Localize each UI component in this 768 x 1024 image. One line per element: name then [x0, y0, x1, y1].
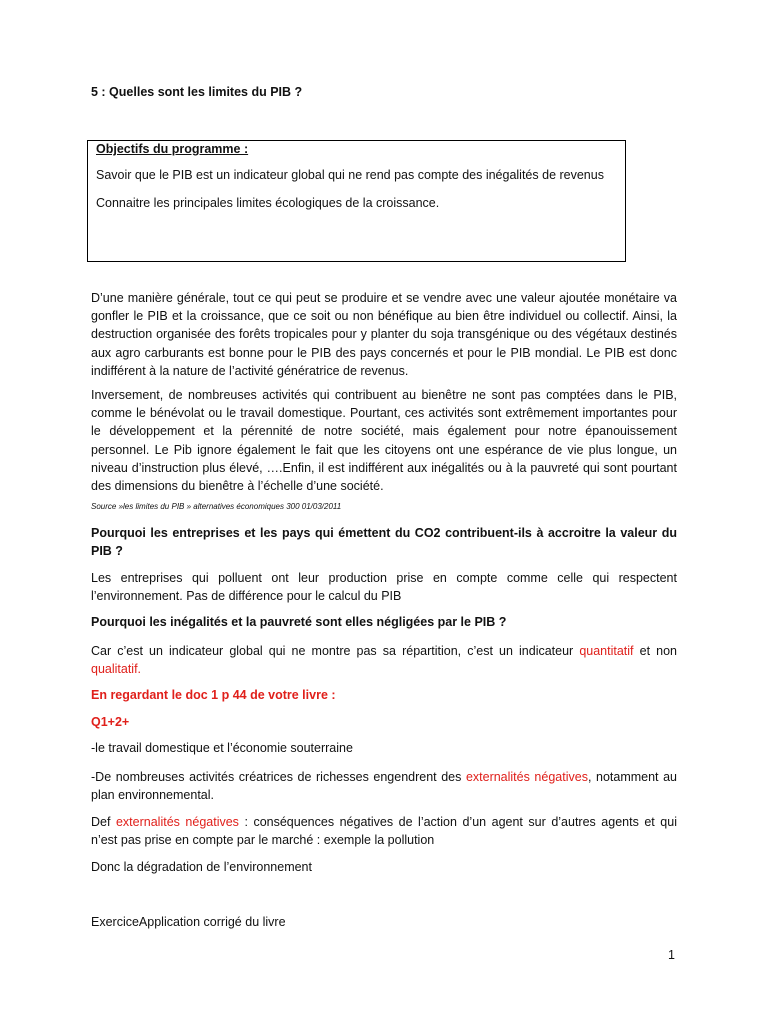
answer-2-text: Car c’est un indicateur global qui ne montre pas sa répartition, c’est un indicateur: [91, 644, 580, 658]
answer-1: Les entreprises qui polluent ont leur production prise en compte comme celle qui respectent l’environnement. Pas de différence pour le calcul du PIB: [91, 571, 677, 604]
bullet-2-term: externalités négatives: [465, 770, 588, 784]
bullet-2-post: , notamment au plan environnemental.: [91, 770, 678, 803]
bullet-2-text: -De nombreuses activités créatrices de richesses engendrent des: [91, 770, 466, 784]
bullet-2: [91, 768, 677, 804]
objective-line-1: Savoir que le PIB est un indicateur global qui ne rend pas compte des inégalités de revenus: [96, 168, 604, 182]
definition-label: Def: [91, 815, 116, 829]
paragraph-1: D’une manière générale, tout ce qui peut se produire et se vendre avec une valeur ajoutée monétaire va gonfler le PIB et la croissance, que ce soit ou non bénéfique au bien être individuel ou collectif. Ainsi, la destruction organisée des forêts tropicales pour y planter du soja transgénique ou des végétaux destinés aux agro carburants est bonne pour le PIB des pays concernés et pour le PIB mondial. Le PIB est donc indifférent à la nature de l’activité génératrice de revenus.: [91, 291, 677, 378]
doc-reference: En regardant le doc 1 p 44 de votre livre :: [91, 688, 336, 702]
section-heading: 5 : Quelles sont les limites du PIB ?: [91, 85, 303, 99]
objectives-title: Objectifs du programme :: [96, 142, 249, 156]
objective-line-2: Connaitre les principales limites écologiques de la croissance.: [96, 196, 440, 210]
question-1: Pourquoi les entreprises et les pays qui émettent du CO2 contribuent-ils à accroitre la valeur du PIB ?: [91, 526, 677, 559]
source-citation: Source »les limites du PIB » alternatives économiques 300 01/03/2011: [91, 502, 342, 511]
answer-2-mid: et non: [633, 644, 677, 658]
q12-label: Q1+2+: [91, 715, 130, 729]
page-number: 1: [668, 948, 675, 962]
paragraph-2: Inversement, de nombreuses activités qui contribuent au bienêtre ne sont pas comptées dans le PIB, comme le bénévolat ou le travail domestique. Pourtant, ces activités sont extrêmement importantes pour le développement et la pérennité de notre société, mais également pour notre épanouissement personnel. Le Pib ignore également le fait que les citoyens ont une espérance de vie plus longue, un niveau d’instruction plus élevé, ….Enfin, il est indifférent aux inégalités ou à la pauvreté qui sont pourtant des dimensions du bienêtre à l’échelle d’une société.: [91, 388, 677, 494]
definition-term: externalités négatives: [115, 815, 239, 829]
answer-2: [91, 642, 677, 678]
definition: [91, 813, 677, 849]
definition-text: : conséquences négatives de l’action d’un agent sur d’autres agents et qui n’est pas prise en compte par le marché : exemple la pollution: [91, 815, 677, 848]
exercise-line: ExerciceApplication corrigé du livre: [91, 915, 286, 929]
answer-2-quantitatif: quantitatif: [579, 644, 634, 658]
conclusion: Donc la dégradation de l’environnement: [91, 860, 312, 874]
answer-2-qualitatif: qualitatif.: [91, 662, 142, 677]
question-2: Pourquoi les inégalités et la pauvreté sont elles négligées par le PIB ?: [91, 615, 507, 629]
bullet-1: -le travail domestique et l’économie souterraine: [91, 741, 353, 755]
